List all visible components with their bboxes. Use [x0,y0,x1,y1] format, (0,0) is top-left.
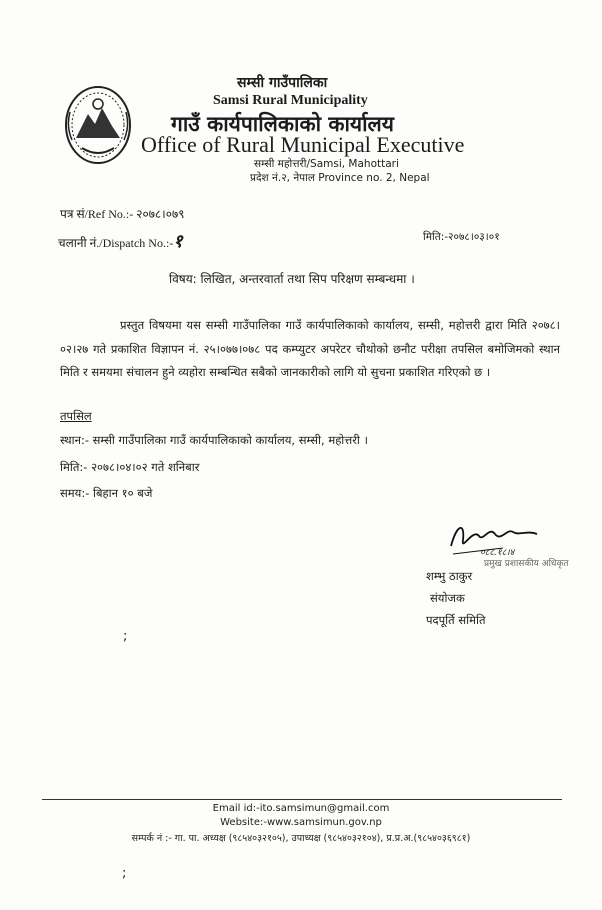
details-time: समय:- बिहान १० बजे [60,486,153,500]
province-line: प्रदेश नं.२, नेपाल Province no. 2, Nepal [250,172,430,184]
dispatch-label: चलानी नं./Dispatch No.:- [58,236,174,250]
details-date: मिति:- २०७८।०४।०२ गते शनिबार [60,460,200,474]
details-place: स्थान:- सम्सी गाउँपालिका गाउँ कार्यपालिकाको कार्यालय, सम्सी, महोत्तरी । [60,433,368,447]
footer-divider [42,799,562,800]
official-stamp-text: प्रमुख प्रशासकीय अधिकृत [484,559,569,569]
dispatch-number: १ [173,231,183,252]
municipality-seal-emblem [62,82,134,168]
signatory-name: शम्भु ठाकुर [426,569,473,583]
office-name-english: Office of Rural Municipal Executive [141,132,465,157]
footer-email: Email id:-ito.samsimun@gmail.com [212,803,390,814]
footer-website: Website:-www.samsimun.gov.np [220,817,382,828]
ref-number: पत्र सं/Ref No.:- २०७८।०७९ [60,207,185,221]
letter-date: मिति:-२०७८।०३।०१ [423,231,500,243]
office-name-nepali: गाउँ कार्यपालिकाको कार्यालय [171,112,394,136]
stray-mark: ; [122,866,127,881]
footer-contact: सम्पर्क नं :- गा. पा. अध्यक्ष (९८५४०३२१०५), उपाध्यक्ष (९८५४०३२१०४), प्र.प्र.अ.(९८५४०३६९८१) [131,833,471,844]
dispatch-line [58,229,183,253]
address-line: सम्सी महोत्तरी/Samsi, Mahottari [254,158,399,170]
stray-mark: ; [123,629,128,644]
signature-date: ०८८.१८।४ [480,548,515,558]
municipality-name-nepali: सम्सी गाउँपालिका [237,75,328,91]
municipality-name-english: Samsi Rural Municipality [213,93,368,108]
body-paragraph: प्रस्तुत विषयमा यस सम्सी गाउँपालिका गाउँ कार्यपालिकाको कार्यालय, सम्सी, महोत्तरी द्वारा मिति २०७८।०२।२७ गते प्रकाशित विज्ञापन नं. २५।०७७।०७८ पद कम्प्युटर अपरेटर चौथोको छनौट परीक्षा तपसिल बमोजिमको स्थान मिति र समयमा संचालन हुने व्यहोरा सम्बन्धित सबैको जानकारीको लागि यो सुचना प्रकाशित गरिएको छ । [60,318,560,379]
signatory-committee: पदपूर्ति समिति [426,613,486,627]
subject-line: विषय: लिखित, अन्तरवार्ता तथा सिप परिक्षण सम्बन्धमा । [169,272,415,286]
signatory-role: संयोजक [430,591,465,605]
details-heading: तपसिल [60,409,92,423]
